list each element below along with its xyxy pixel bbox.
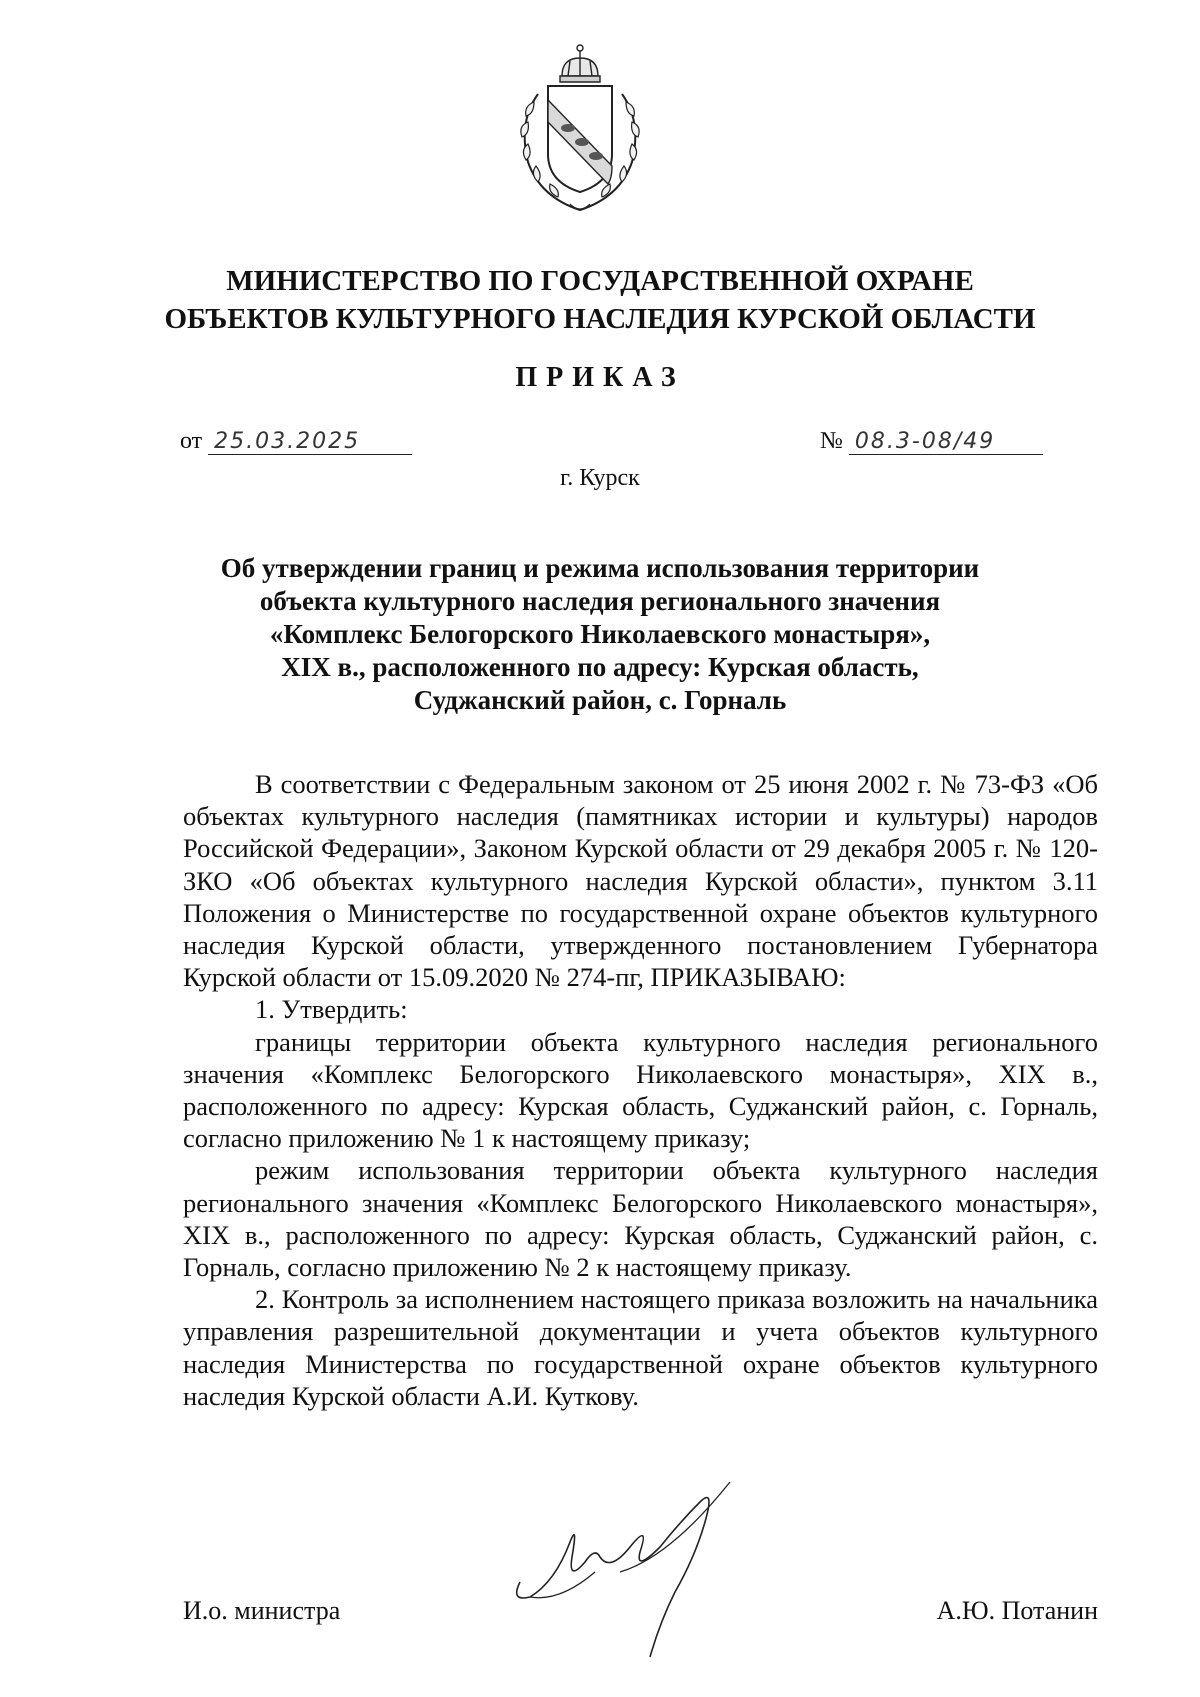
date-prefix: от	[180, 428, 203, 454]
signatory-position: И.о. министра	[183, 1596, 341, 1625]
document-subject	[140, 552, 1060, 717]
subject-line-3: «Комплекс Белогорского Николаевского монастыря»,	[269, 619, 931, 649]
document-body	[183, 768, 1098, 1412]
subject-line-4: XIX в., расположенного по адресу: Курская область,	[281, 652, 919, 682]
number-prefix: №	[820, 428, 843, 454]
subject-line-1: Об утверждении границ и режима использования территории	[220, 553, 980, 583]
handwritten-signature	[500, 1462, 750, 1662]
document-number	[820, 428, 1043, 455]
signatory-name: А.Ю. Потанин	[936, 1596, 1098, 1625]
number-value: 08.3-08/49	[849, 429, 1043, 455]
city-label: г. Курск	[560, 465, 640, 491]
document-date	[180, 428, 412, 455]
subject-line-5: Суджанский район, с. Горналь	[413, 685, 787, 715]
item-1-usage-regime: режим использования территории объекта культурного наследия регионального значения «Комплекс Белогорского Николаевского монастыря», XIX в., расположенного по адресу: Курская область, Суджанский район, с. Горналь, согласно приложению № 2 к настоящему приказу.	[183, 1155, 1098, 1283]
item-2-control: 2. Контроль за исполнением настоящего приказа возложить на начальника управления разрешительной документации и учета объектов культурного наследия Министерства по государственной охране объектов культурного наследия Курской области А.И. Куткову.	[183, 1284, 1098, 1411]
subject-line-2: объекта культурного наследия регионального значения	[259, 586, 941, 616]
ministry-name-line-2: ОБЪЕКТОВ КУЛЬТУРНОГО НАСЛЕДИЯ КУРСКОЙ ОБЛАСТИ	[164, 303, 1036, 335]
item-1-title: 1. Утвердить:	[255, 994, 408, 1025]
item-1-boundaries: границы территории объекта культурного наследия регионального значения «Комплекс Белогорского Николаевского монастыря», XIX в., расположенного по адресу: Курская область, Суджанский район, с. Горналь, согласно приложению № 1 к настоящему приказу;	[183, 1026, 1098, 1154]
date-value: 25.03.2025	[208, 429, 412, 455]
ministry-name	[100, 262, 1100, 338]
ministry-name-line-1: МИНИСТЕРСТВО ПО ГОСУДАРСТВЕННОЙ ОХРАНЕ	[226, 265, 974, 297]
preamble-paragraph: В соответствии с Федеральным законом от 25 июня 2002 г. № 73-ФЗ «Об объектах культурного наследия (памятниках истории и культуры) народов Российской Федерации», Законом Курской области от 29 декабря 2005 г. № 120-ЗКО «Об объектах культурного наследия Курской области», пунктом 3.11 Положения о Министерстве по государственной охране объектов культурного наследия Курской области, утвержденного постановлением Губернатора Курской области от 15.09.2020 № 274-пг, ПРИКАЗЫВАЮ:	[183, 769, 1098, 993]
coat-of-arms-emblem	[510, 42, 650, 217]
document-type-title: ПРИКАЗ	[515, 362, 685, 393]
